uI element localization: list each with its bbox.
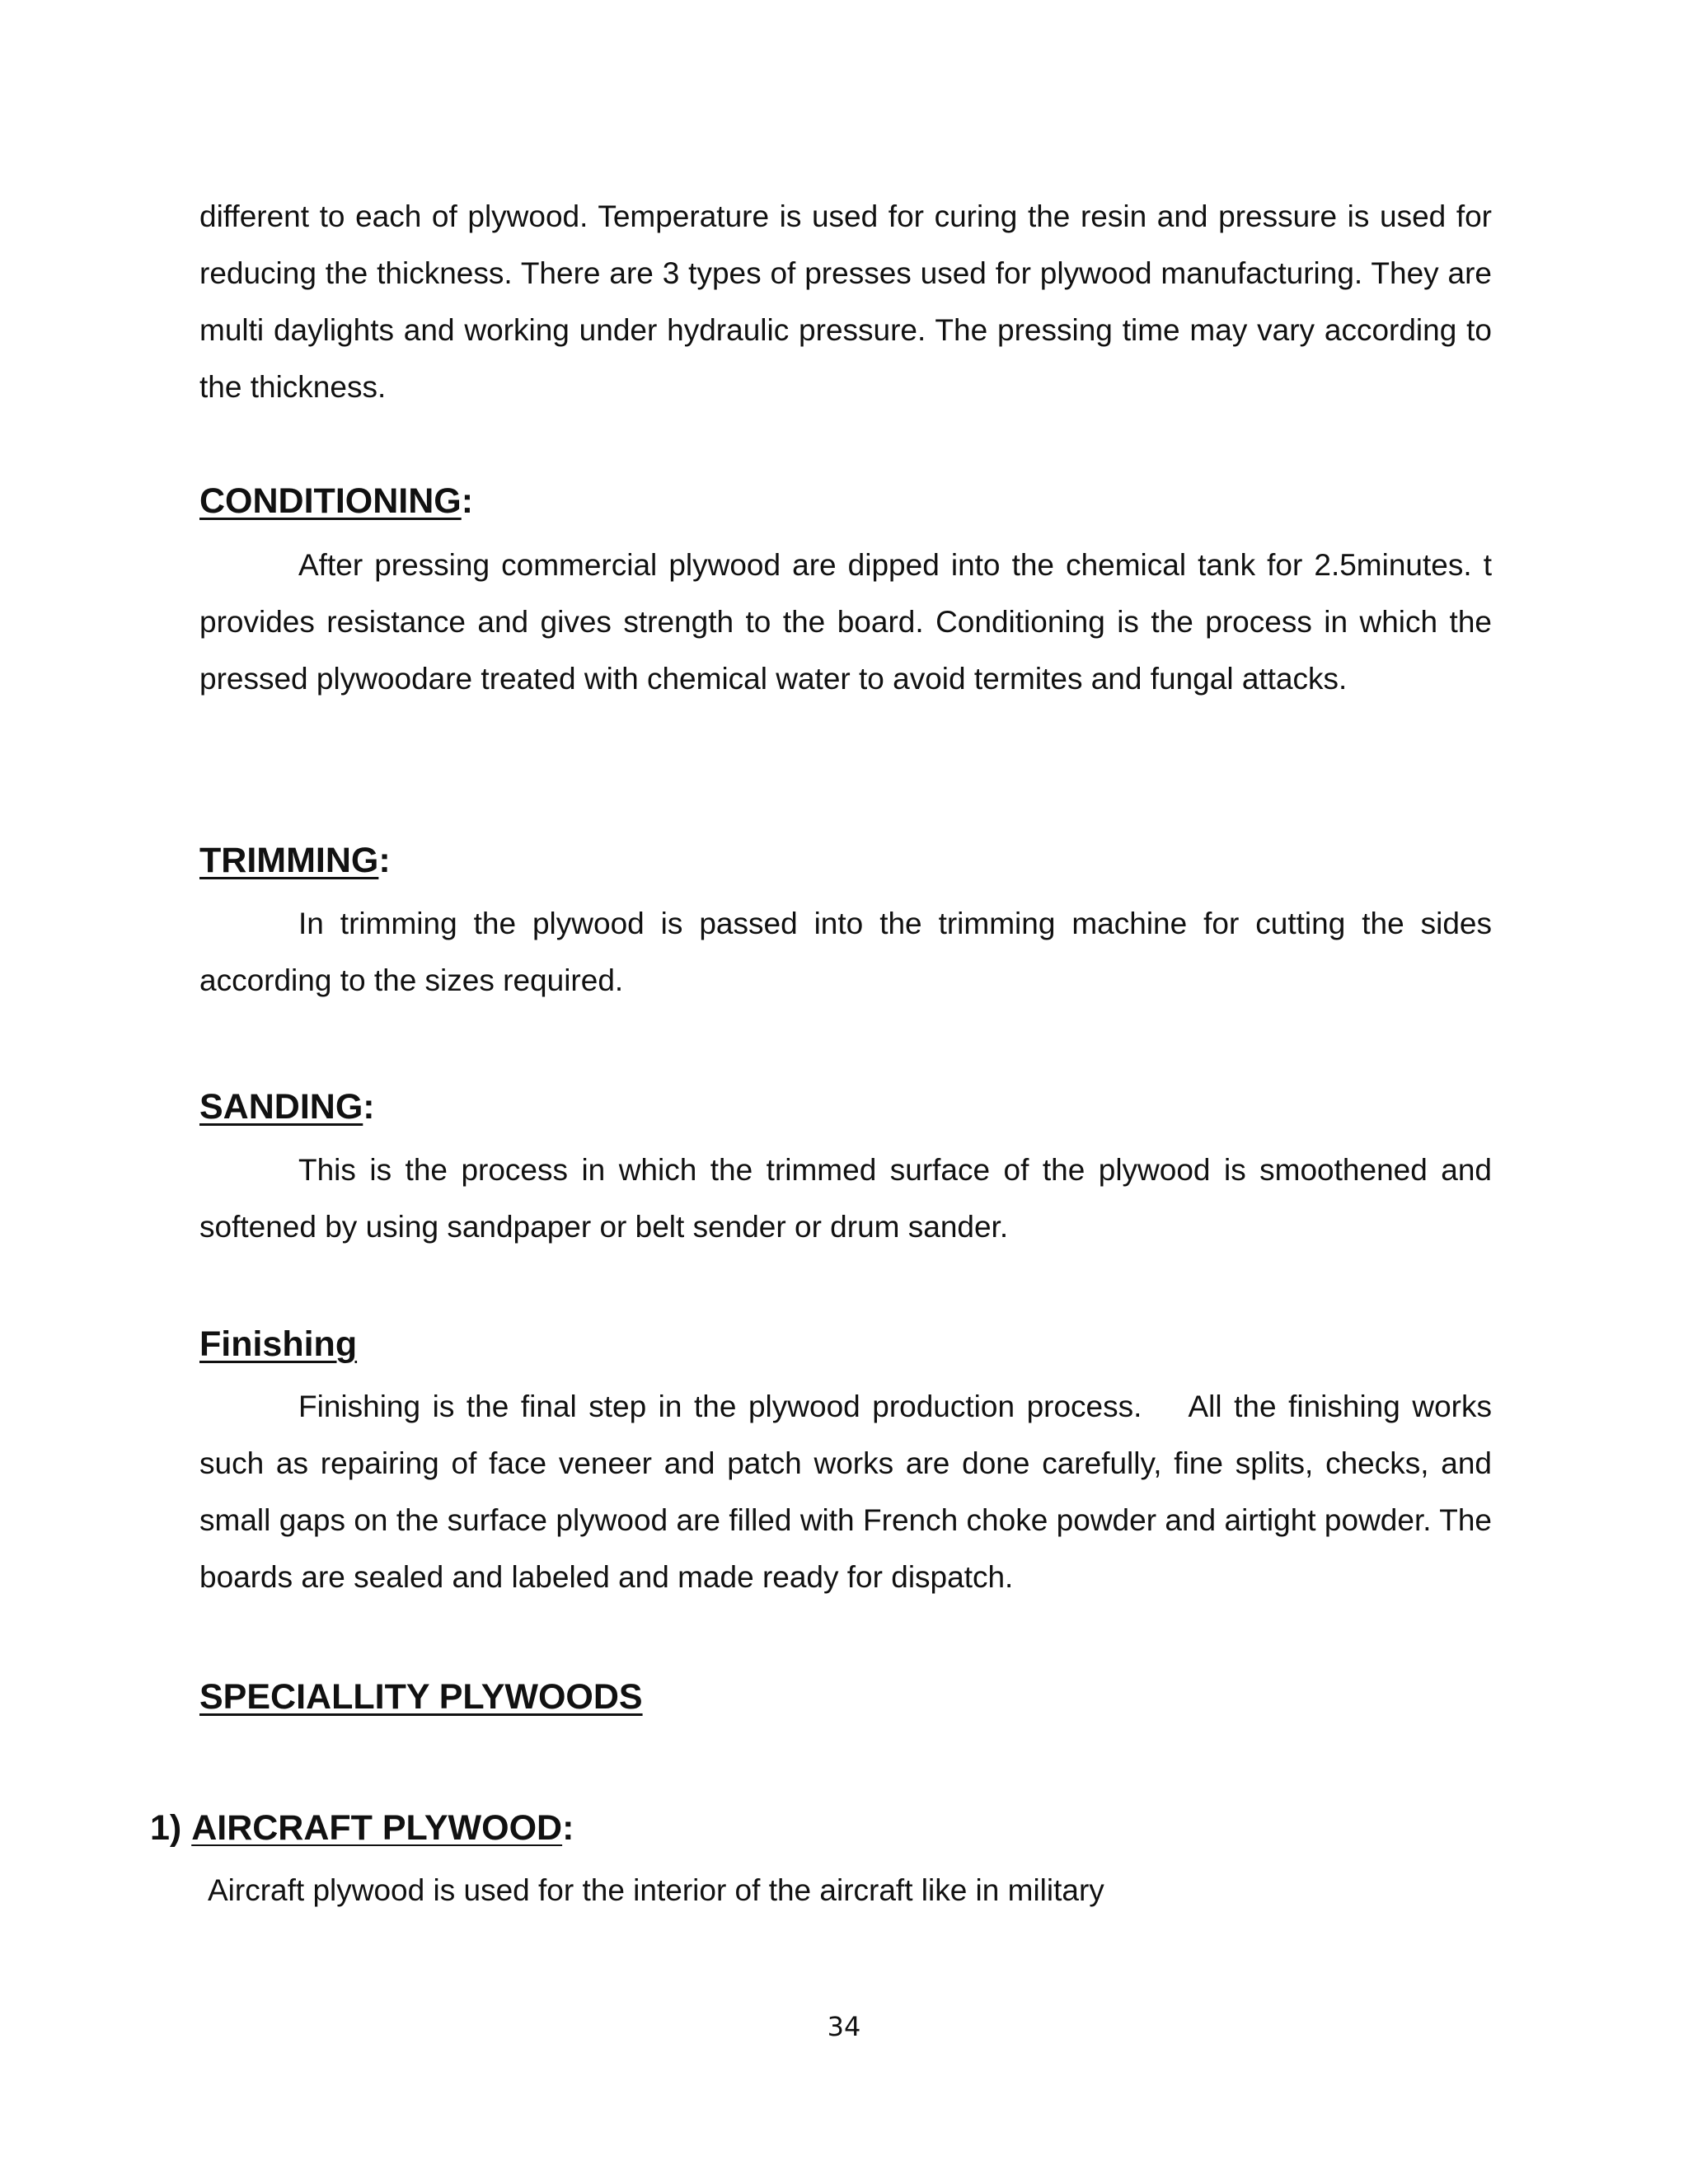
finishing-heading — [199, 1321, 357, 1367]
speciality-heading — [199, 1674, 643, 1720]
trimming-heading-colon: : — [378, 841, 391, 880]
intro-paragraph: different to each of plywood. Temperature is used for curing the resin and pressure is used for reducing the thickness. There are 3 types of presses used for plywood manufacturing. They are multi daylights and working under hydraulic pressure. The pressing time may vary according to the thickness. — [199, 199, 1492, 404]
conditioning-paragraph: After pressing commercial plywood are dipped into the chemical tank for 2.5minutes. t provides resistance and gives strength to the board. Conditioning is the process in which the pressed plywoodare treated with chemical water to avoid termites and fungal attacks. — [199, 548, 1492, 696]
sanding-heading — [199, 1084, 375, 1130]
conditioning-heading-colon: : — [461, 481, 474, 521]
finishing-heading-text: Finishing — [199, 1324, 358, 1364]
conditioning-heading-text: CONDITIONING — [199, 481, 462, 521]
aircraft-number: 1) — [150, 1808, 182, 1848]
finishing-paragraph: Finishing is the final step in the plywood production process. All the finishing works such as repairing of face veneer and patch works are done carefully, fine splits, checks, and small gaps on the surface plywood are filled with French choke powder and airtight powder. The boards are sealed and labeled and made ready for dispatch. — [199, 1390, 1501, 1594]
page-number: 34 — [827, 2011, 861, 2042]
aircraft-heading-text: AIRCRAFT PLYWOOD — [191, 1808, 563, 1848]
trimming-paragraph: In trimming the plywood is passed into the trimming machine for cutting the sides according to the sizes required. — [199, 907, 1492, 997]
aircraft-paragraph: Aircraft plywood is used for the interior of the aircraft like in military — [208, 1873, 1104, 1907]
speciality-heading-text: SPECIALLITY PLYWOODS — [199, 1677, 643, 1717]
sanding-heading-colon: : — [363, 1087, 375, 1127]
sanding-paragraph: This is the process in which the trimmed surface of the plywood is smoothened and softened by using sandpaper or belt sender or drum sander. — [199, 1153, 1492, 1244]
trimming-heading-text: TRIMMING — [199, 841, 379, 880]
sanding-heading-text: SANDING — [199, 1087, 363, 1127]
conditioning-heading — [199, 478, 473, 524]
aircraft-heading — [150, 1805, 574, 1851]
aircraft-heading-colon: : — [562, 1808, 574, 1848]
trimming-heading — [199, 837, 391, 883]
